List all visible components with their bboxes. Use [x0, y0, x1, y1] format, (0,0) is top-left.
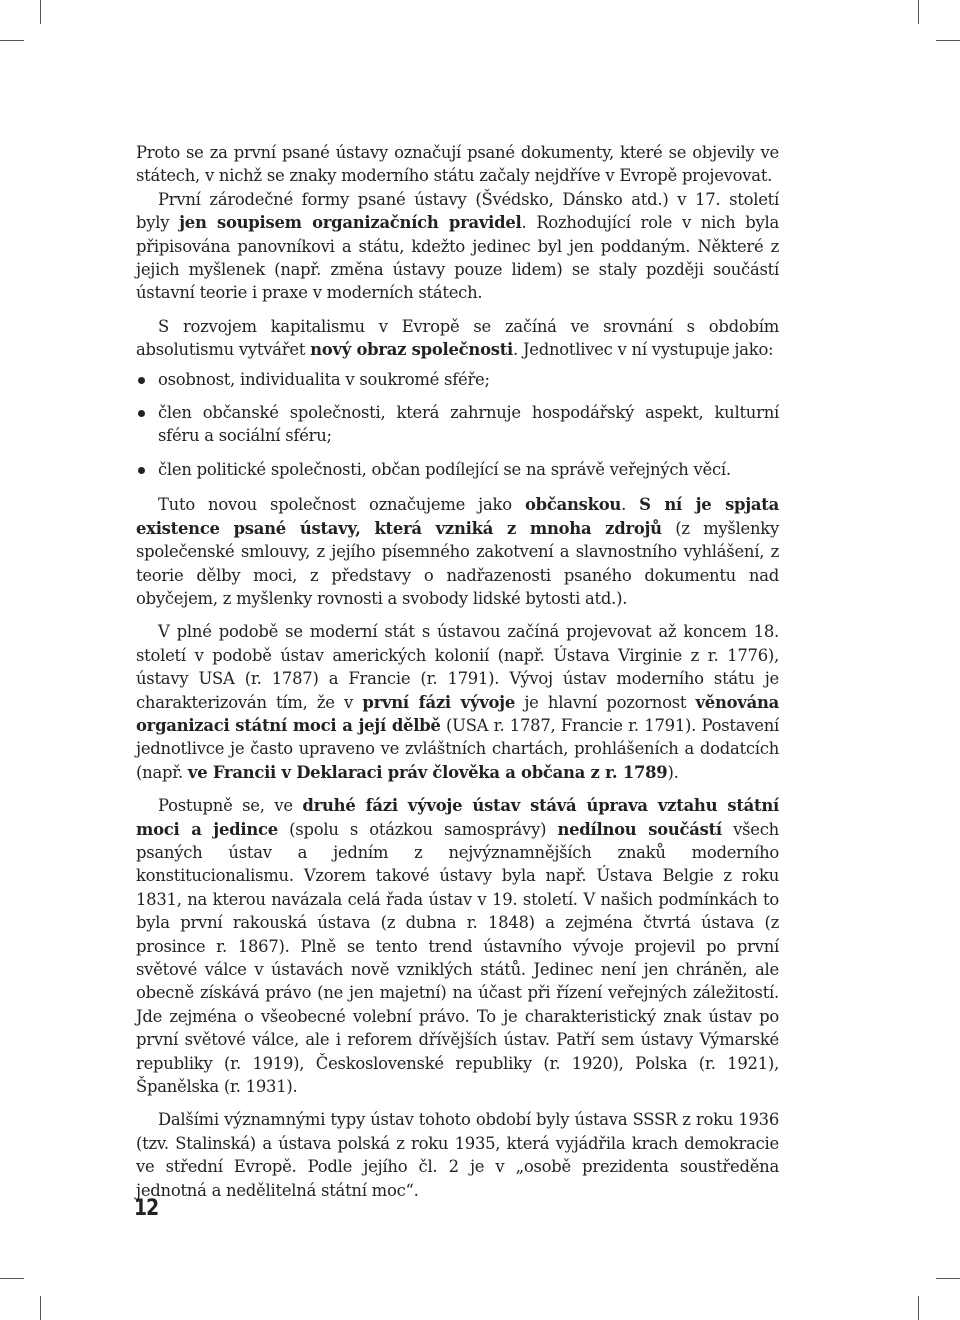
- emphasis: jen soupisem organizačních pravidel: [179, 213, 522, 233]
- page-number: 12: [134, 1196, 159, 1221]
- paragraph-6: Postupně se, ve druhé fázi vývoje ústav stává úprava vztahu státní moci a jedince (spolu s otázkou samosprávy) nedílnou součástí všech psaných ústav a jedním z nejvýznamnějších znaků moderního konstitucionalismu. Vzorem takové ústavy byla např. Ústava Belgie z roku 1831, na kterou navázala celá řada ústav v 19. století. V našich podmínkách to byla první rakouská ústava (z dubna r. 1848) a zejména čtvrtá ústava (z prosince r. 1867). Plně se tento trend ústavního vývoje projevil po první světové válce v ústavách nově vzniklých států. Jedinec není jen chráněn, ale obecně získává právo (ne jen majetní) na účast při řízení veřejných záležitostí. Jde zejména o všeobecné volební právo. To je charakteristický znak ústav po první světové válce, ale i reforem dřívějších ústav. Patří sem ústavy Výmarské republiky (r. 1919), Československé republiky (r. 1920), Polska (r. 1921), Španělska (r. 1931).: [136, 796, 780, 1097]
- bullet-icon: [138, 467, 145, 474]
- paragraph-5: V plné podobě se moderní stát s ústavou začíná projevovat až koncem 18. století v podobě ústav amerických kolonií (např. Ústava Virginie z r. 1776), ústavy USA (r. 1787) a Francie (r. 1791). Vývoj ústav moderního státu je charakterizován tím, že v první fázi vývoje je hlavní pozornost věnována organizaci státní moci a její dělbě (USA r. 1787, Francie r. 1791). Postavení jednotlivce je často upraveno ve zvláštních chartách, prohlášeních a dodatcích (např. ve Francii v Deklaraci práv člověka a občana z r. 1789).: [136, 622, 779, 782]
- crop-mark-bottom-left: [0, 1278, 24, 1279]
- paragraph-7: Dalšími významnými typy ústav tohoto období byly ústava SSSR z roku 1936 (tzv. Stalinská) a ústava polská z roku 1935, která vyjádřila krach demokracie ve střední Evropě. Podle jejího čl. 2 je v „osobě prezidenta soustředěna jednotná a nedělitelná státní moc“.: [136, 1110, 779, 1200]
- list-item: osobnost, individualita v soukromé sféře;: [136, 368, 779, 391]
- crop-mark-bottom-left-vertical: [40, 1296, 41, 1320]
- page-body: [136, 141, 779, 1202]
- paragraph-2: První zárodečné formy psané ústavy (Švédsko, Dánsko atd.) v 17. století byly jen soupisem organizačních pravidel. Rozhodující role v nich byla připisována panovníkovi a státu, kdežto jedinec byl jen poddaným. Některé z jejich myšlenek (např. změna ústavy pouze lidem) se staly později součástí ústavní teorie i praxe v moderních státech.: [136, 189, 779, 303]
- list-item: člen politické společnosti, občan podílející se na správě veřejných věcí.: [136, 458, 779, 481]
- bullet-list: [136, 368, 779, 482]
- crop-mark-bottom-right: [936, 1278, 960, 1279]
- bullet-icon: [138, 410, 145, 417]
- bullet-icon: [138, 377, 145, 384]
- paragraph-3: S rozvojem kapitalismu v Evropě se začíná ve srovnání s obdobím absolutismu vytvářet nový obraz společnosti. Jednotlivec v ní vystupuje jako:: [136, 316, 779, 360]
- paragraph-4: Tuto novou společnost označujeme jako občanskou. S ní je spjata existence psané ústavy, která vzniká z mnoha zdrojů (z myšlenky společenské smlouvy, z jejího písemného zakotvení a slavnostního vyhlášení, z teorie dělby moci, z představy o nadřazenosti psaného dokumentu nad obyčejem, z myšlenky rovnosti a svobody lidské bytosti atd.).: [136, 495, 779, 608]
- list-item: člen občanské společnosti, která zahrnuje hospodářský aspekt, kulturní sféru a sociální sféru;: [136, 401, 779, 448]
- paragraph-1: Proto se za první psané ústavy označují psané dokumenty, které se objevily ve státech, v nichž se znaky moderního státu začaly nejdříve v Evropě projevovat.: [136, 143, 779, 186]
- emphasis: nový obraz společnosti: [310, 340, 514, 360]
- crop-mark-top-left: [0, 40, 24, 41]
- crop-mark-top-left-vertical: [40, 0, 41, 24]
- crop-mark-bottom-right-vertical: [918, 1296, 919, 1320]
- crop-mark-top-right-vertical: [918, 0, 919, 24]
- crop-mark-top-right: [936, 40, 960, 41]
